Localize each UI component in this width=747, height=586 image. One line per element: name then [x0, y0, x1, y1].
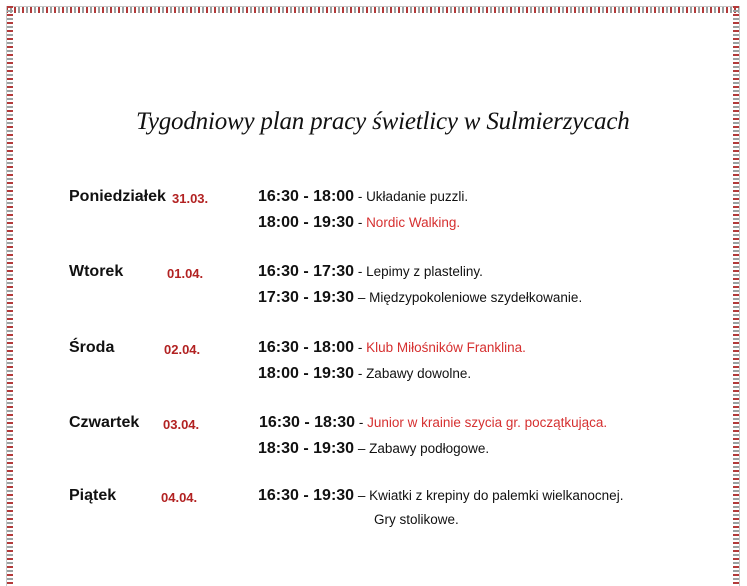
entry-activity: Układanie puzzli. [366, 189, 469, 204]
day-name-tuesday: Wtorek [69, 263, 124, 280]
day-date-friday: 04.04. [161, 490, 198, 505]
entry-activity: Klub Miłośników Franklina. [366, 340, 526, 355]
day-name-friday: Piątek [69, 487, 117, 504]
entry-time: 16:30 - 17:30 [258, 263, 355, 280]
entry-time: 18:00 - 19:30 [258, 365, 355, 382]
entry-time: 17:30 - 19:30 [258, 289, 355, 306]
day-name-wednesday: Środa [69, 339, 115, 356]
schedule-entry [258, 440, 489, 458]
entry-activity: Nordic Walking. [366, 215, 461, 230]
entry-time: 16:30 - 18:00 [258, 188, 355, 205]
schedule-entry [259, 414, 607, 432]
schedule-entry [258, 339, 526, 357]
entry-activity: Zabawy dowolne. [366, 366, 472, 381]
document-title: Tygodniowy plan pracy świetlicy w Sulmierzycach [136, 108, 630, 135]
schedule-entry [258, 263, 483, 281]
day-date-monday: 31.03. [172, 191, 209, 206]
entry-separator: - [354, 340, 367, 355]
entry-separator: – [354, 290, 370, 305]
day-date-wednesday: 02.04. [164, 342, 201, 357]
page-border-top [6, 6, 739, 13]
entry-time: 18:30 - 19:30 [258, 440, 355, 457]
day-name-thursday: Czwartek [69, 414, 140, 431]
day-name-monday: Poniedziałek [69, 188, 166, 205]
entry-time: 16:30 - 18:30 [259, 414, 356, 431]
entry-activity: Lepimy z plasteliny. [366, 264, 483, 279]
entry-activity: Junior w krainie szycia gr. początkująca. [367, 415, 608, 430]
entry-separator: - [354, 366, 367, 381]
entry-activity: Kwiatki z krepiny do palemki wielkanocnej. [369, 488, 624, 503]
entry-activity: Zabawy podłogowe. [369, 441, 490, 456]
schedule-entry [258, 487, 623, 505]
schedule-entry [258, 365, 471, 383]
entry-separator: – [354, 441, 370, 456]
entry-separator: - [354, 264, 367, 279]
entry-activity-continuation: Gry stolikowe. [374, 512, 459, 527]
schedule-entry [258, 289, 582, 307]
entry-separator: - [354, 189, 367, 204]
entry-time: 16:30 - 19:30 [258, 487, 355, 504]
entry-separator: – [354, 488, 370, 503]
day-date-thursday: 03.04. [163, 417, 200, 432]
schedule-entry [258, 214, 460, 232]
entry-separator: - [354, 215, 367, 230]
page-border-right [733, 6, 740, 586]
entry-time: 16:30 - 18:00 [258, 339, 355, 356]
entry-separator: - [355, 415, 368, 430]
entry-activity: Międzypokoleniowe szydełkowanie. [369, 290, 583, 305]
entry-time: 18:00 - 19:30 [258, 214, 355, 231]
page-border-left [6, 6, 13, 586]
day-date-tuesday: 01.04. [167, 266, 204, 281]
schedule-entry [258, 188, 468, 206]
